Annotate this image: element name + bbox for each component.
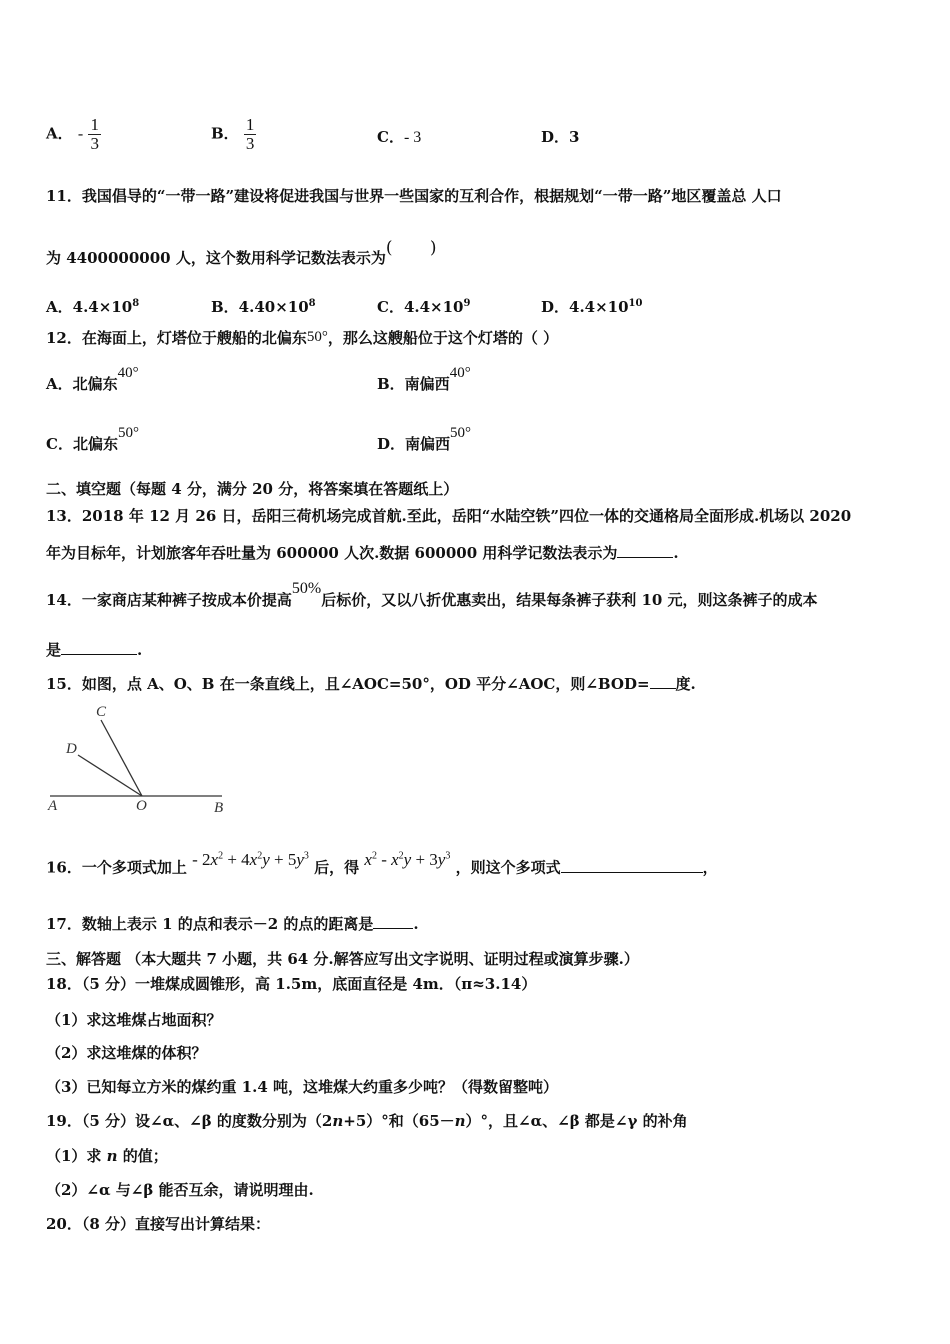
q12-stem: 12．在海面上，灯塔位于艘船的北偏东50°，那么这艘船位于这个灯塔的（ ） [46,329,559,347]
label-c: C [96,704,107,720]
label-d: D [66,741,77,757]
q13-stem-line1: 13．2018 年 12 月 26 日，岳阳三荷机场完成首航.至此，岳阳“水陆空铁”四位一体的交通格局全面形成.机场以 2020 [46,507,852,525]
q18-part-2: （2）求这堆煤的体积？ [46,1044,207,1062]
q10-fraction-a: $\frac{1}{3}$ [90,115,99,153]
q18-stem: 18．（5 分）一堆煤成圆锥形，高 1.5m，底面直径是 4m．（π≈3.14） [46,975,537,993]
section-2-heading: 二、填空题（每题 4 分，满分 20 分，将答案填在答题纸上） [46,480,459,498]
q10-option-a: A． - $\frac{1}{3}$ [46,115,99,153]
ray-oc [101,720,142,796]
q14-stem-line2: 是 . [46,641,143,659]
q12-option-c: C．北偏东50° [46,425,139,453]
q19-part-1: （1）求 n 的值； [46,1147,168,1165]
q15-answer-blank [650,674,676,689]
angle-figure [44,700,234,816]
q11-stem-line1: 11．我国倡导的“一带一路”建设将促进我国与世界一些国家的互利合作，根据规划“一带一路”地区覆盖总 人口 [46,187,782,205]
q17-answer-blank [373,914,413,929]
section-3-heading: 三、解答题 （本大题共 7 小题，共 64 分.解答应写出文字说明、证明过程或演算步骤.） [46,950,639,968]
q10-option-c: C．- 3 [377,128,422,146]
q14-stem-line1: 14．一家商店某种裤子按成本价提高50%后标价，又以八折优惠卖出，结果每条裤子获利 10 元，则这条裤子的成本 [46,580,818,609]
q18-part-1: （1）求这堆煤占地面积？ [46,1011,222,1029]
label-o: O [136,798,147,814]
q19-part-2: （2）∠α 与∠β 能否互余，请说明理由. [46,1181,314,1199]
q19-stem: 19．（5 分）设∠α、∠β 的度数分别为（2n+5）°和（65－n）°，且∠α、∠β 都是∠γ 的补角 [46,1112,688,1130]
q10-option-b: B． $\frac{1}{3}$ [211,115,255,153]
q11-option-a: A．$4.4\times 10^8$ [46,298,140,316]
q11-option-c: C．$4.4\times 10^9$ [377,298,471,316]
label-a: A [48,798,58,814]
q11-stem-line2: 为 4400000000 人，这个数用科学记数法表示为( ) [46,238,453,267]
q13-stem-line2: 年为目标年，计划旅客年吞吐量为 600000 人次.数据 600000 用科学记数法表示为 . [46,544,679,562]
q12-option-b: B．南偏西40° [377,365,471,393]
q10-fraction-b: $\frac{1}{3}$ [245,115,255,153]
q17-stem: 17．数轴上表示 1 的点和表示－2 的点的距离是 . [46,915,419,933]
q10-option-d: D．3 [541,128,580,146]
q16-expression-2: $x^2 - x^2y + 3y^3$ [364,849,451,869]
q11-option-b: B．$4.40\times 10^8$ [211,298,316,316]
label-b: B [214,800,224,816]
q14-answer-blank [61,640,137,655]
q20-stem: 20．（8 分）直接写出计算结果： [46,1215,271,1233]
ray-od [78,755,142,796]
q15-stem: 15．如图，点 A、O、B 在一条直线上，且∠AOC=50°，OD 平分∠AOC，则∠BOD= 度. [46,675,696,693]
q11-option-d: D．$4.4\times 10^{10}$ [541,298,643,316]
q18-part-3: （3）已知每立方米的煤约重 1.4 吨，这堆煤大约重多少吨？（得数留整吨） [46,1078,558,1096]
q12-option-d: D．南偏西50° [377,425,472,453]
q11-answer-paren: ( ) [385,238,453,258]
q12-option-a: A．北偏东40° [46,365,139,393]
q16-stem: 16．一个多项式加上 - $2x^2 + 4x^2y + 5y^3$ 后，得 $x^2 - x^2y + 3y^3$ ，则这个多项式 ， [46,849,718,877]
q16-answer-blank [561,858,703,873]
q13-answer-blank [617,543,673,558]
q16-expression-1: - $2x^2 + 4x^2y + 5y^3$ [192,849,309,869]
